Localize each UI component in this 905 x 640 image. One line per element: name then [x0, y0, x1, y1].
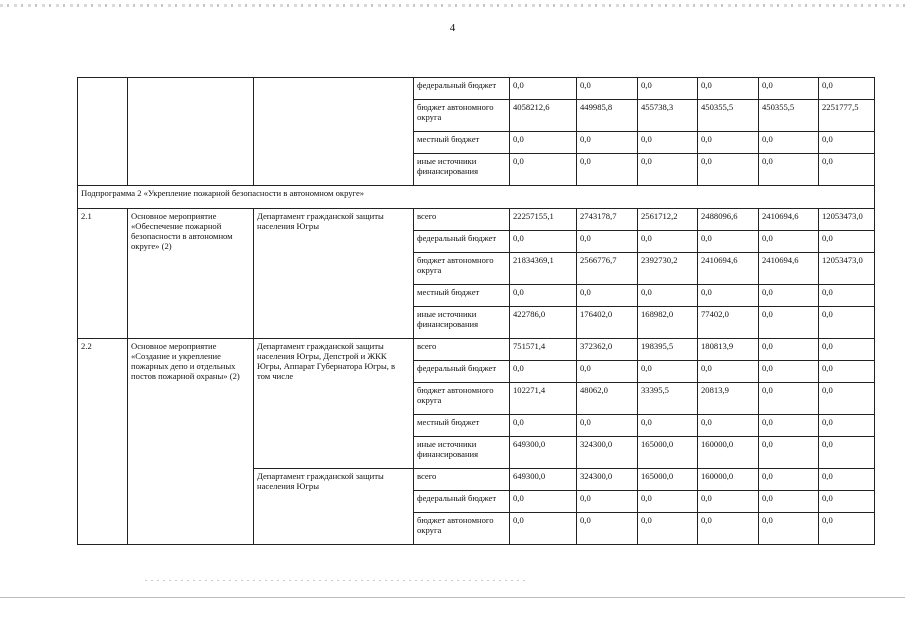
source-cell: местный бюджет	[414, 132, 510, 154]
value-cell: 0,0	[759, 383, 819, 415]
value-cell: 0,0	[759, 469, 819, 491]
value-cell: 0,0	[759, 307, 819, 339]
executor-cell: Департамент гражданской защиты населения Югры, Депстрой и ЖКК Югры, Аппарат Губернатора Югры, в том числе	[254, 339, 414, 469]
value-cell: 0,0	[638, 132, 698, 154]
value-cell: 0,0	[759, 231, 819, 253]
table-row	[78, 209, 875, 231]
value-cell: 20813,9	[698, 383, 759, 415]
value-cell: 0,0	[698, 285, 759, 307]
num-cell: 2.1	[78, 209, 128, 339]
value-cell: 0,0	[819, 285, 875, 307]
value-cell: 324300,0	[577, 469, 638, 491]
source-cell: федеральный бюджет	[414, 491, 510, 513]
value-cell: 168982,0	[638, 307, 698, 339]
value-cell: 160000,0	[698, 437, 759, 469]
value-cell: 0,0	[759, 132, 819, 154]
value-cell: 0,0	[577, 231, 638, 253]
value-cell: 0,0	[819, 513, 875, 545]
value-cell: 0,0	[510, 78, 577, 100]
subprogram-title: Подпрограмма 2 «Укрепление пожарной безопасности в автономном округе»	[78, 186, 875, 209]
value-cell: 0,0	[638, 231, 698, 253]
value-cell: 160000,0	[698, 469, 759, 491]
value-cell: 0,0	[819, 231, 875, 253]
value-cell: 2410694,6	[698, 253, 759, 285]
value-cell: 0,0	[819, 383, 875, 415]
value-cell: 0,0	[577, 285, 638, 307]
executor-cell: Департамент гражданской защиты населения Югры	[254, 469, 414, 545]
scan-noise-bottom	[0, 597, 905, 598]
source-cell: бюджет автономного округа	[414, 100, 510, 132]
name-cell: Основное мероприятие «Создание и укрепление пожарных депо и отдельных постов пожарной охраны» (2)	[128, 339, 254, 545]
value-cell: 455738,3	[638, 100, 698, 132]
value-cell: 180813,9	[698, 339, 759, 361]
value-cell: 12053473,0	[819, 253, 875, 285]
page-number: 4	[449, 22, 456, 34]
value-cell: 422786,0	[510, 307, 577, 339]
value-cell: 0,0	[819, 78, 875, 100]
source-cell: федеральный бюджет	[414, 78, 510, 100]
value-cell: 2392730,2	[638, 253, 698, 285]
num-cell: 2.2	[78, 339, 128, 545]
value-cell: 21834369,1	[510, 253, 577, 285]
source-cell: всего	[414, 339, 510, 361]
value-cell: 0,0	[759, 285, 819, 307]
value-cell: 0,0	[577, 513, 638, 545]
value-cell: 0,0	[638, 513, 698, 545]
value-cell: 324300,0	[577, 437, 638, 469]
value-cell: 0,0	[577, 132, 638, 154]
value-cell: 649300,0	[510, 437, 577, 469]
value-cell: 0,0	[638, 285, 698, 307]
table-row	[78, 78, 875, 100]
value-cell: 0,0	[638, 78, 698, 100]
name-cell: Основное мероприятие «Обеспечение пожарной безопасности в автономном округе» (2)	[128, 209, 254, 339]
value-cell: 2561712,2	[638, 209, 698, 231]
value-cell: 0,0	[759, 154, 819, 186]
value-cell: 0,0	[819, 437, 875, 469]
value-cell: 0,0	[510, 154, 577, 186]
value-cell: 450355,5	[698, 100, 759, 132]
value-cell: 0,0	[819, 307, 875, 339]
source-cell: иные источники финансирования	[414, 154, 510, 186]
source-cell: бюджет автономного округа	[414, 253, 510, 285]
value-cell: 33395,5	[638, 383, 698, 415]
value-cell: 0,0	[577, 491, 638, 513]
value-cell: 0,0	[698, 78, 759, 100]
value-cell: 2410694,6	[759, 253, 819, 285]
value-cell: 0,0	[577, 154, 638, 186]
funding-table	[77, 77, 875, 545]
value-cell: 2251777,5	[819, 100, 875, 132]
value-cell: 0,0	[819, 154, 875, 186]
value-cell: 198395,5	[638, 339, 698, 361]
value-cell: 48062,0	[577, 383, 638, 415]
value-cell: 0,0	[577, 415, 638, 437]
table-row	[78, 339, 875, 361]
value-cell: 77402,0	[698, 307, 759, 339]
value-cell: 176402,0	[577, 307, 638, 339]
name-cell	[128, 78, 254, 186]
value-cell: 102271,4	[510, 383, 577, 415]
value-cell: 0,0	[698, 415, 759, 437]
value-cell: 0,0	[759, 513, 819, 545]
source-cell: иные источники финансирования	[414, 437, 510, 469]
value-cell: 0,0	[759, 491, 819, 513]
value-cell: 0,0	[510, 513, 577, 545]
value-cell: 22257155,1	[510, 209, 577, 231]
executor-cell: Департамент гражданской защиты населения Югры	[254, 209, 414, 339]
scan-noise-top	[0, 4, 905, 7]
source-cell: иные источники финансирования	[414, 307, 510, 339]
value-cell: 2743178,7	[577, 209, 638, 231]
value-cell: 0,0	[638, 415, 698, 437]
source-cell: всего	[414, 209, 510, 231]
value-cell: 165000,0	[638, 469, 698, 491]
value-cell: 0,0	[819, 491, 875, 513]
value-cell: 165000,0	[638, 437, 698, 469]
value-cell: 0,0	[759, 361, 819, 383]
value-cell: 2566776,7	[577, 253, 638, 285]
value-cell: 0,0	[759, 437, 819, 469]
value-cell: 449985,8	[577, 100, 638, 132]
value-cell: 0,0	[577, 361, 638, 383]
value-cell: 0,0	[638, 154, 698, 186]
source-cell: бюджет автономного округа	[414, 513, 510, 545]
value-cell: 0,0	[510, 415, 577, 437]
value-cell: 0,0	[819, 339, 875, 361]
scan-noise-dots	[145, 580, 525, 581]
value-cell: 0,0	[510, 491, 577, 513]
value-cell: 0,0	[698, 361, 759, 383]
num-cell	[78, 78, 128, 186]
source-cell: федеральный бюджет	[414, 361, 510, 383]
value-cell: 0,0	[698, 132, 759, 154]
value-cell: 0,0	[819, 469, 875, 491]
value-cell: 2410694,6	[759, 209, 819, 231]
value-cell: 450355,5	[759, 100, 819, 132]
value-cell: 372362,0	[577, 339, 638, 361]
value-cell: 0,0	[638, 491, 698, 513]
source-cell: федеральный бюджет	[414, 231, 510, 253]
subprogram-row	[78, 186, 875, 209]
value-cell: 649300,0	[510, 469, 577, 491]
value-cell: 0,0	[698, 513, 759, 545]
value-cell: 0,0	[510, 132, 577, 154]
source-cell: всего	[414, 469, 510, 491]
value-cell: 0,0	[698, 154, 759, 186]
value-cell: 0,0	[819, 361, 875, 383]
value-cell: 0,0	[510, 361, 577, 383]
value-cell: 751571,4	[510, 339, 577, 361]
value-cell: 12053473,0	[819, 209, 875, 231]
executor-cell	[254, 78, 414, 186]
value-cell: 0,0	[510, 231, 577, 253]
source-cell: местный бюджет	[414, 285, 510, 307]
value-cell: 0,0	[759, 78, 819, 100]
value-cell: 0,0	[510, 285, 577, 307]
value-cell: 0,0	[638, 361, 698, 383]
value-cell: 0,0	[698, 491, 759, 513]
value-cell: 0,0	[698, 231, 759, 253]
value-cell: 2488096,6	[698, 209, 759, 231]
value-cell: 0,0	[759, 339, 819, 361]
source-cell: бюджет автономного округа	[414, 383, 510, 415]
value-cell: 0,0	[577, 78, 638, 100]
value-cell: 4058212,6	[510, 100, 577, 132]
source-cell: местный бюджет	[414, 415, 510, 437]
value-cell: 0,0	[819, 415, 875, 437]
value-cell: 0,0	[759, 415, 819, 437]
value-cell: 0,0	[819, 132, 875, 154]
